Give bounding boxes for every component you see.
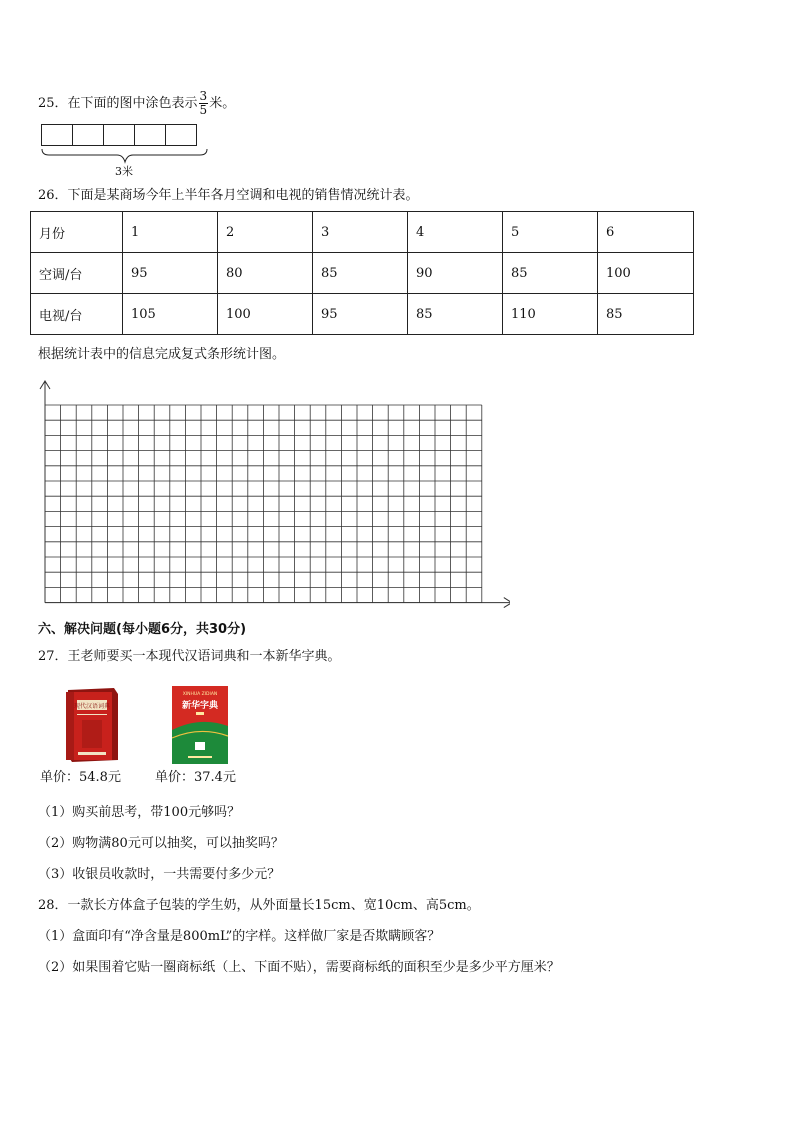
strip-length-label: 3米 xyxy=(115,165,133,178)
q25-fraction: $\frac{3}{5}$ xyxy=(199,89,208,117)
q27-sub-1: （1）购买前思考，带100元够吗？ xyxy=(38,805,241,820)
q26-intro: 26．下面是某商场今年上半年各月空调和电视的销售情况统计表。 xyxy=(38,188,419,203)
table-row xyxy=(31,294,694,335)
q25-text: 25．在下面的图中涂色表示 xyxy=(38,96,198,111)
q25-strip xyxy=(41,124,197,146)
q28-intro: 28．一款长方体盒子包装的学生奶，从外面量长15cm、宽10cm、高5cm。 xyxy=(38,898,480,913)
table-cell: 3 xyxy=(313,212,408,253)
q27-sub-3: （3）收银员收款时，一共需要付多少元？ xyxy=(38,867,281,882)
table-cell: 85 xyxy=(503,253,598,294)
table-cell: 95 xyxy=(123,253,218,294)
table-cell: 110 xyxy=(503,294,598,335)
svg-text:新华字典: 新华字典 xyxy=(181,701,219,711)
table-row xyxy=(31,253,694,294)
sales-table xyxy=(30,211,694,335)
q25-line xyxy=(38,90,235,117)
section-title: 六、解决问题(每小题6分，共30分) xyxy=(38,622,247,637)
table-cell: 2 xyxy=(218,212,313,253)
table-cell: 5 xyxy=(503,212,598,253)
strip-segment[interactable] xyxy=(134,124,166,146)
blank-chart-grid[interactable] xyxy=(30,377,510,609)
xinhua-dictionary-image xyxy=(172,686,228,764)
table-cell: 95 xyxy=(313,294,408,335)
q27-intro: 27．王老师要买一本现代汉语词典和一本新华字典。 xyxy=(38,649,341,664)
chart-instruction: 根据统计表中的信息完成复式条形统计图。 xyxy=(38,347,286,362)
strip-segment[interactable] xyxy=(72,124,104,146)
svg-text:XINHUA ZIDIAN: XINHUA ZIDIAN xyxy=(182,692,218,697)
table-cell: 100 xyxy=(598,253,694,294)
table-cell: 4 xyxy=(408,212,503,253)
table-cell: 90 xyxy=(408,253,503,294)
length-brace xyxy=(41,148,209,164)
strip-segment[interactable] xyxy=(41,124,73,146)
dictionary-price: 单价：54.8元 xyxy=(40,770,121,785)
q28-sub-2: （2）如果围着它贴一圈商标纸（上、下面不贴），需要商标纸的面积至少是多少平方厘米？ xyxy=(38,960,560,975)
table-cell: 100 xyxy=(218,294,313,335)
table-cell: 月份 xyxy=(31,212,123,253)
table-cell: 105 xyxy=(123,294,218,335)
strip-segment[interactable] xyxy=(103,124,135,146)
table-cell: 85 xyxy=(408,294,503,335)
table-cell: 空调/台 xyxy=(31,253,123,294)
xinhua-price: 单价：37.4元 xyxy=(155,770,236,785)
svg-text:现代汉语词典: 现代汉语词典 xyxy=(73,703,111,710)
q25-unit: 米。 xyxy=(209,96,236,111)
q28-sub-1: （1）盒面印有“净含量是800mL”的字样。这样做厂家是否欺瞒顾客？ xyxy=(38,929,441,944)
strip-segment[interactable] xyxy=(165,124,197,146)
table-cell: 85 xyxy=(313,253,408,294)
table-cell: 1 xyxy=(123,212,218,253)
dictionary-book-image xyxy=(62,686,120,762)
q27-sub-2: （2）购物满80元可以抽奖，可以抽奖吗？ xyxy=(38,836,284,851)
table-row xyxy=(31,212,694,253)
table-cell: 电视/台 xyxy=(31,294,123,335)
table-cell: 80 xyxy=(218,253,313,294)
table-cell: 85 xyxy=(598,294,694,335)
table-cell: 6 xyxy=(598,212,694,253)
